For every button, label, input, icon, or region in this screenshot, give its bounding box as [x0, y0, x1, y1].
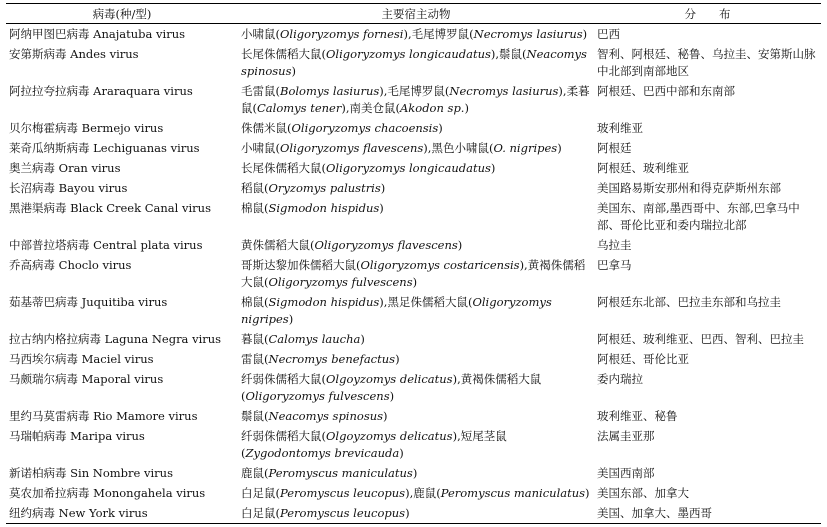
host-latin-name: Neacomys spinosus — [241, 47, 587, 78]
table-row — [6, 178, 821, 198]
host-text: ),黄褐侏儒稻大鼠( — [241, 372, 542, 403]
virus-cell: 茹基蒂巴病毒 Juquitiba virus — [9, 295, 168, 309]
host-latin-name: Necromys lasiurus — [449, 84, 559, 98]
host-latin-name: Oryzomys palustris — [268, 181, 381, 195]
host-text: ),短尾茎鼠( — [241, 429, 507, 460]
table-row — [6, 426, 821, 463]
host-text: ),黑足侏儒稻大鼠( — [379, 295, 473, 309]
virus-cell: 马西埃尔病毒 Maciel virus — [9, 352, 154, 366]
host-text: ) — [389, 389, 395, 403]
host-text: ),鬃鼠( — [490, 47, 527, 61]
table-row — [6, 483, 821, 503]
host-latin-name: Oligoryzomys fulvescens — [268, 275, 413, 289]
host-text: ) — [380, 181, 386, 195]
host-text: ) — [457, 238, 463, 252]
host-latin-name: Necromys benefactus — [268, 352, 396, 366]
host-text: ),黑色小啸鼠( — [423, 141, 494, 155]
table-row — [6, 81, 821, 118]
host-text: ) — [438, 121, 443, 135]
distribution-cell: 阿根廷、玻利维亚 — [597, 161, 689, 175]
distribution-cell: 法属圭亚那 — [597, 429, 655, 443]
virus-cell: 贝尔梅霍病毒 Bermejo virus — [9, 121, 164, 135]
host-text: ),鹿鼠( — [405, 486, 441, 500]
host-text: 纤弱侏儒稻大鼠( — [241, 372, 326, 386]
host-cell — [238, 44, 594, 81]
host-latin-name: Oligoryzomys flavescens — [280, 141, 424, 155]
header-row — [6, 4, 821, 24]
host-latin-name: Necromys lasiurus — [473, 27, 583, 41]
host-latin-name: Oligoryzomys longicaudatus — [326, 161, 491, 175]
virus-cell: 乔高病毒 Choclo virus — [9, 258, 132, 272]
virus-cell: 马颇瑞尔病毒 Maporal virus — [9, 372, 164, 386]
virus-cell: 阿纳甲图巴病毒 Anajatuba virus — [9, 27, 186, 41]
host-cell — [238, 24, 594, 45]
host-latin-name: Peromyscus maniculatus — [440, 486, 586, 500]
host-text: ) — [557, 141, 562, 155]
host-text: ) — [582, 27, 588, 41]
host-text: ) — [585, 486, 590, 500]
host-text: 棉鼠( — [241, 295, 269, 309]
host-text: 白足鼠( — [241, 506, 280, 520]
host-text: ) — [490, 161, 496, 175]
table-row — [6, 198, 821, 235]
host-text: 长尾侏儒稻大鼠( — [241, 47, 326, 61]
host-latin-name: Sigmodon hispidus — [268, 295, 380, 309]
virus-cell: 长沼病毒 Bayou virus — [9, 181, 128, 195]
distribution-cell: 巴西 — [597, 27, 620, 41]
host-text: 纤弱侏儒稻大鼠( — [241, 429, 326, 443]
distribution-cell: 美国西南部 — [597, 466, 655, 480]
host-text: 毛雷鼠( — [241, 84, 280, 98]
host-latin-name: Oligoryzomys chacoensis — [291, 121, 439, 135]
table-row — [6, 349, 821, 369]
host-cell — [238, 406, 594, 426]
virus-cell: 拉古纳内格拉病毒 Laguna Negra virus — [9, 332, 222, 346]
host-text: ),毛尾博罗鼠( — [379, 84, 450, 98]
host-text: 稻鼠( — [241, 181, 269, 195]
host-text: 侏儒米鼠( — [241, 121, 292, 135]
host-text: ),黄褐侏儒稻大鼠( — [241, 258, 586, 289]
host-latin-name: Oligoryzomys fornesi — [280, 27, 404, 41]
distribution-cell: 阿根廷、玻利维亚、巴西、智利、巴拉圭 — [597, 332, 804, 346]
distribution-cell: 美国、加拿大、墨西哥 — [594, 503, 821, 524]
table-row — [6, 406, 821, 426]
host-text: 鬃鼠( — [241, 409, 269, 423]
table-row — [6, 369, 821, 406]
host-text: 暮鼠( — [241, 332, 269, 346]
distribution-cell: 玻利维亚、秘鲁 — [597, 409, 678, 423]
host-cell — [238, 198, 594, 235]
host-text: ) — [379, 201, 384, 215]
host-text: ),南美仓鼠( — [341, 101, 400, 115]
host-text: 黄侏儒稻大鼠( — [241, 238, 315, 252]
host-latin-name: Peromyscus leucopus — [280, 486, 406, 500]
host-text: ) — [360, 332, 365, 346]
host-text: ) — [399, 446, 404, 460]
host-latin-name: Calomys laucha — [268, 332, 361, 346]
host-cell — [238, 178, 594, 198]
host-text: ) — [291, 64, 296, 78]
header-virus: 病毒(种/型) — [6, 4, 238, 24]
host-cell — [238, 158, 594, 178]
table-row — [6, 463, 821, 483]
virus-cell: 马瑞帕病毒 Maripa virus — [9, 429, 145, 443]
virus-cell: 莫农加希拉病毒 Monongahela virus — [9, 486, 206, 500]
host-cell — [238, 138, 594, 158]
host-cell — [238, 118, 594, 138]
host-text: ) — [288, 312, 294, 326]
host-latin-name: Peromyscus maniculatus — [268, 466, 413, 480]
host-text: 棉鼠( — [241, 201, 269, 215]
host-text: 小啸鼠( — [241, 27, 280, 41]
host-latin-name: O. nigripes — [493, 141, 558, 155]
distribution-cell: 乌拉圭 — [597, 238, 632, 252]
host-text: ) — [412, 466, 418, 480]
table-row — [6, 158, 821, 178]
host-text: ),毛尾博罗鼠( — [403, 27, 474, 41]
host-latin-name: Oligoryzomys flavescens — [314, 238, 458, 252]
table-row — [6, 24, 821, 45]
host-latin-name: Oligoryzomys fulvescens — [245, 389, 390, 403]
host-text: 哥斯达黎加侏儒稻大鼠( — [241, 258, 361, 272]
distribution-cell: 阿根廷、哥伦比亚 — [597, 352, 689, 366]
host-text: 白足鼠( — [241, 486, 280, 500]
host-latin-name: Oligoryzomys nigripes — [241, 295, 552, 326]
virus-cell: 奥兰病毒 Oran virus — [9, 161, 121, 175]
host-text: 长尾侏儒稻大鼠( — [241, 161, 326, 175]
host-latin-name: Sigmodon hispidus — [268, 201, 380, 215]
host-text: 小啸鼠( — [241, 141, 280, 155]
host-cell — [238, 349, 594, 369]
host-latin-name: Olgoyzomys delicatus — [326, 372, 453, 386]
table-header — [6, 4, 821, 24]
distribution-cell: 阿根廷、巴西中部和东南部 — [597, 84, 735, 98]
host-latin-name: Oligoryzomys longicaudatus — [326, 47, 491, 61]
host-cell — [238, 426, 594, 463]
host-text: 雷鼠( — [241, 352, 269, 366]
distribution-cell: 委内瑞拉 — [597, 372, 643, 386]
virus-cell: 纽约病毒 New York virus — [6, 503, 238, 524]
host-text: ) — [395, 352, 400, 366]
table-row — [6, 255, 821, 292]
host-cell — [238, 292, 594, 329]
virus-cell: 中部普拉塔病毒 Central plata virus — [9, 238, 203, 252]
host-latin-name: Akodon sp. — [400, 101, 465, 115]
distribution-cell: 巴拿马 — [597, 258, 632, 272]
table-row — [6, 138, 821, 158]
host-text: ),柔暮鼠( — [241, 84, 590, 115]
host-cell — [238, 369, 594, 406]
virus-cell: 里约马莫雷病毒 Rio Mamore virus — [9, 409, 198, 423]
host-latin-name: Calomys tener — [257, 101, 342, 115]
host-latin-name: Neacomys spinosus — [268, 409, 384, 423]
host-cell — [238, 81, 594, 118]
host-cell — [238, 255, 594, 292]
distribution-cell: 美国路易斯安那州和得克萨斯州东部 — [597, 181, 781, 195]
table-row — [6, 235, 821, 255]
host-text: ) — [412, 275, 418, 289]
host-text: ) — [405, 506, 410, 520]
host-latin-name: Zygodontomys brevicauda — [245, 446, 400, 460]
table-row — [6, 118, 821, 138]
host-text: ) — [383, 409, 388, 423]
host-latin-name: Peromyscus leucopus — [280, 506, 406, 520]
distribution-cell: 玻利维亚 — [597, 121, 643, 135]
host-cell — [238, 503, 594, 524]
table-body — [6, 24, 821, 524]
virus-cell: 新诺柏病毒 Sin Nombre virus — [9, 466, 173, 480]
hantavirus-host-table — [6, 3, 821, 524]
host-latin-name: Bolomys lasiurus — [280, 84, 380, 98]
distribution-cell: 阿根廷 — [597, 141, 632, 155]
header-host: 主要宿主动物 — [238, 4, 594, 24]
host-latin-name: Oligoryzomys costaricensis — [360, 258, 520, 272]
table-row — [6, 329, 821, 349]
host-cell — [238, 463, 594, 483]
host-text: 鹿鼠( — [241, 466, 269, 480]
distribution-cell: 智利、阿根廷、秘鲁、乌拉圭、安第斯山脉中北部到南部地区 — [597, 47, 816, 78]
host-cell — [238, 329, 594, 349]
distribution-cell: 阿根廷东北部、巴拉圭东部和乌拉圭 — [597, 295, 781, 309]
virus-cell: 黑港渠病毒 Black Creek Canal virus — [9, 201, 211, 215]
virus-cell: 莱奇瓜纳斯病毒 Lechiguanas virus — [9, 141, 200, 155]
distribution-cell: 美国东、南部,墨西哥中、东部,巴拿马中部、哥伦比亚和委内瑞拉北部 — [597, 201, 800, 232]
table-row — [6, 44, 821, 81]
host-cell — [238, 483, 594, 503]
host-cell — [238, 235, 594, 255]
table-row — [6, 292, 821, 329]
header-distribution: 分 布 — [594, 4, 821, 24]
host-latin-name: Olgoyzomys delicatus — [326, 429, 453, 443]
virus-cell: 阿拉拉夸拉病毒 Araraquara virus — [9, 84, 193, 98]
distribution-cell: 美国东部、加拿大 — [597, 486, 689, 500]
virus-cell: 安第斯病毒 Andes virus — [9, 47, 139, 61]
host-text: ) — [464, 101, 469, 115]
table-row — [6, 503, 821, 524]
